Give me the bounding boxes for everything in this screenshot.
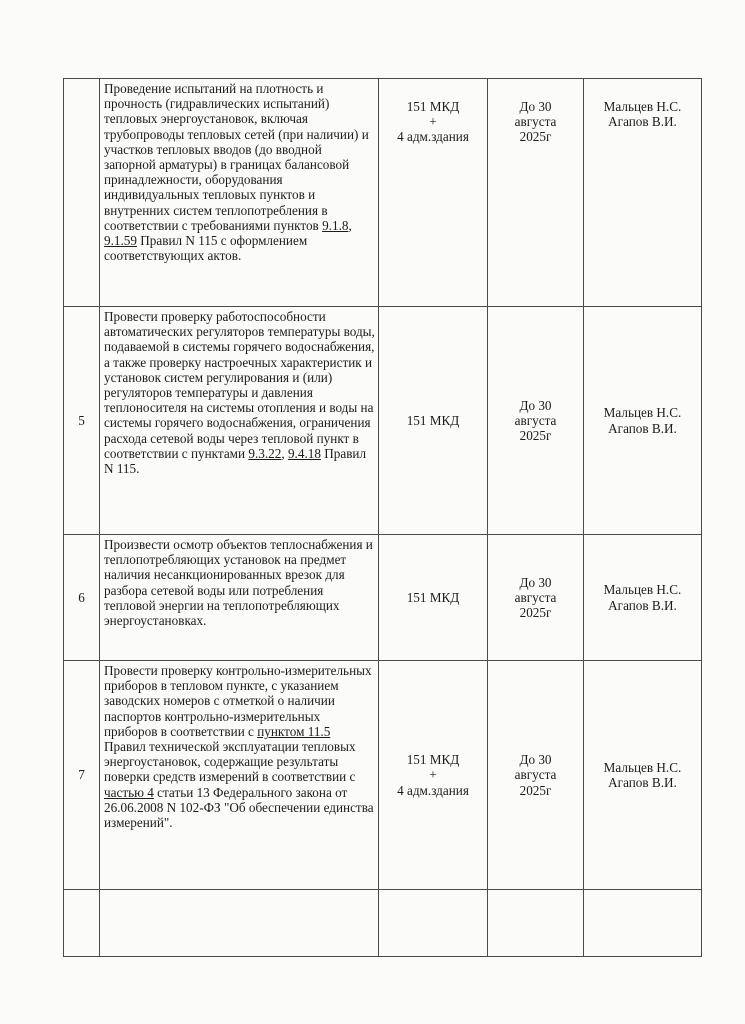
cell-line: Мальцев Н.С. [603,405,682,421]
cell-line: + [429,114,437,130]
row-number: 6 [64,535,100,661]
empty-cell [584,890,702,957]
cell-line: Агапов В.И. [608,597,677,613]
cell-line: 151 МКД [406,412,460,428]
task-volume [379,307,488,535]
table-row-empty [64,890,702,957]
cell-line: 151 МКД [406,99,460,114]
cell-line: августа [514,114,557,130]
work-plan-table [63,78,702,957]
cell-line: Мальцев Н.С. [603,759,682,775]
task-deadline [488,661,584,890]
empty-cell [488,890,584,957]
task-responsible [584,307,702,535]
cell-line: августа [514,767,557,783]
task-description: Произвести осмотр объектов теплоснабжения и теплопотребляющих установок на предмет наличия несанкционированных врезок для разбора сетевой воды или потребления тепловой энергии на теплопотребляющих энергоустановках. [100,535,379,661]
task-volume [379,535,488,661]
task-deadline [488,307,584,535]
task-volume [379,661,488,890]
cell-line: Агапов В.И. [608,114,677,130]
cell-line: До 30 [519,397,552,413]
empty-cell [100,890,379,957]
cell-line: 4 адм.здания [397,782,469,798]
cell-line: 2025г [519,428,552,444]
row-number [64,79,100,307]
task-deadline [488,79,584,307]
task-description: Провести проверку контрольно-измерительных приборов в тепловом пункте, с указанием заводских номеров с отметкой о наличии паспортов контрольно-измерительных приборов в соответствии с пунктом 11.5 Правил технической эксплуатации тепловых энергоустановок, содержащие результаты поверки средств измерений в соответствии с частью 4 статьи 13 Федерального закона от 26.06.2008 N 102-ФЗ "Об обеспечении единства измерений". [100,661,379,890]
cell-line: 2025г [519,782,552,798]
cell-line: Агапов В.И. [608,775,677,790]
task-description: Провести проверку работоспособности автоматических регуляторов температуры воды, подаваемой в системы горячего водоснабжения, а также проверку настроечных характеристик и установок систем регулирования и (или) регуляторов температуры и давления теплоносителя на системы отопления и воды на системы горячего водоснабжения, ограничения расхода сетевой воды через тепловой пункт в соответствии с пунктами 9.3.22, 9.4.18 Правил N 115. [100,307,379,535]
task-deadline [488,535,584,661]
task-responsible [584,79,702,307]
table-row [64,79,702,307]
row-number: 5 [64,307,100,535]
cell-line: 151 МКД [406,752,460,768]
table-row [64,307,702,535]
task-description: Проведение испытаний на плотность и прочность (гидравлических испытаний) тепловых энергоустановок, включая трубопроводы тепловых сетей (при наличии) и участков тепловых вводов (до вводной запорной арматуры) в границах балансовой принадлежности, оборудования индивидуальных тепловых пунктов и внутренних систем теплопотребления в соответствии с требованиями пунктов 9.1.8, 9.1.59 Правил N 115 с оформлением соответствующих актов. [100,79,379,307]
cell-line: + [429,767,437,783]
table-row [64,661,702,890]
task-responsible [584,661,702,890]
row-number: 7 [64,661,100,890]
empty-cell [64,890,100,957]
cell-line: Мальцев Н.С. [603,99,682,114]
table-row [64,535,702,661]
cell-line: августа [514,412,557,428]
cell-line: До 30 [519,752,552,768]
cell-line: 151 МКД [406,589,460,605]
cell-line: До 30 [519,574,552,590]
task-responsible [584,535,702,661]
cell-line: Агапов В.И. [608,420,677,436]
empty-cell [379,890,488,957]
task-volume [379,79,488,307]
cell-line: августа [514,589,557,605]
cell-line: 2025г [519,605,552,621]
cell-line: Мальцев Н.С. [603,582,682,598]
cell-line: 2025г [519,129,552,145]
cell-line: 4 адм.здания [397,129,469,145]
cell-line: До 30 [519,99,552,114]
